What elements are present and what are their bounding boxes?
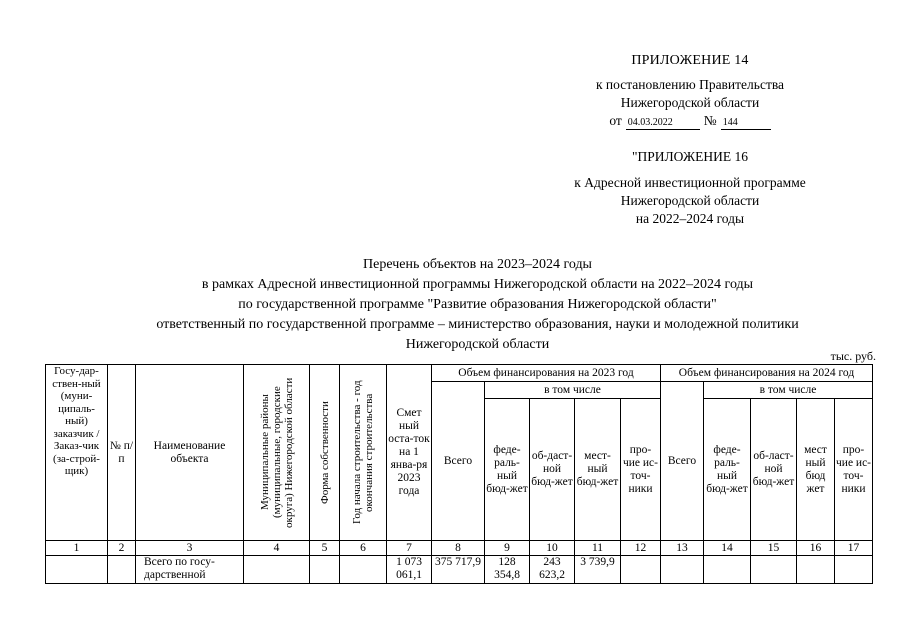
col-num: 3 bbox=[136, 541, 244, 556]
cell-total-2024 bbox=[661, 556, 704, 584]
cell-local-2023: 3 739,9 bbox=[575, 556, 621, 584]
header-municipality bbox=[244, 365, 310, 541]
col-num: 17 bbox=[835, 541, 873, 556]
header-object-name: Наименование объекта bbox=[136, 365, 244, 541]
header-ownership-text: Форма собственности bbox=[318, 401, 331, 504]
col-num: 9 bbox=[485, 541, 530, 556]
header-total-2024: Всего bbox=[661, 382, 704, 541]
ref-appendix-line1: к Адресной инвестиционной программе bbox=[574, 175, 806, 190]
column-number-row bbox=[46, 541, 873, 556]
header-incl-2024: в том числе bbox=[704, 382, 873, 399]
col-num: 14 bbox=[704, 541, 751, 556]
col-num: 13 bbox=[661, 541, 704, 556]
col-num: 12 bbox=[621, 541, 661, 556]
cell-customer bbox=[46, 556, 108, 584]
col-num: 10 bbox=[530, 541, 575, 556]
cell-regional-2024 bbox=[751, 556, 797, 584]
col-num: 7 bbox=[387, 541, 432, 556]
appendix-date-line bbox=[560, 112, 820, 130]
referenced-appendix-block bbox=[540, 148, 840, 228]
header-estimate-balance: Смет ный оста-ток на 1 янва-ря 2023 года bbox=[387, 365, 432, 541]
col-num: 11 bbox=[575, 541, 621, 556]
document-heading bbox=[60, 255, 895, 355]
header-federal-2023: феде-раль-ный бюд-жет bbox=[485, 399, 530, 541]
header-customer: Госу-дар-ствен-ный (муни-ципаль-ный) заказчик / Заказ-чик (за-строй-щик) bbox=[46, 365, 108, 541]
heading-line5: Нижегородской области bbox=[405, 337, 550, 352]
cell-regional-2023: 243 623,2 bbox=[530, 556, 575, 584]
cell-local-2024 bbox=[797, 556, 835, 584]
appendix-line1: к постановлению Правительства bbox=[595, 77, 785, 92]
number-label: № bbox=[703, 113, 717, 128]
header-regional-2024: об-ласт-ной бюд-жет bbox=[751, 399, 797, 541]
cell-other-2024 bbox=[835, 556, 873, 584]
header-other-2024: про-чие ис-точ-ники bbox=[835, 399, 873, 541]
cell-ownership bbox=[310, 556, 340, 584]
header-local-2024: мест ный бюд жет bbox=[797, 399, 835, 541]
header-incl-2023: в том числе bbox=[485, 382, 661, 399]
ref-appendix-title: "ПРИЛОЖЕНИЕ 16 bbox=[631, 149, 749, 164]
appendix-line2: Нижегородской области bbox=[620, 95, 760, 110]
cell-number bbox=[108, 556, 136, 584]
header-regional-2023: об-даст-ной бюд-жет bbox=[530, 399, 575, 541]
header-federal-2024: феде-раль-ный бюд-жет bbox=[704, 399, 751, 541]
header-construction-years-text: Год начала строительства - год окончания строительства bbox=[351, 380, 375, 525]
cell-federal-2023: 128 354,8 bbox=[485, 556, 530, 584]
heading-line2: в рамках Адресной инвестиционной программы Нижегородской области на 2022–2024 годы bbox=[201, 277, 754, 292]
header-municipality-text: Муниципальные районы (муниципальные, городские округа) Нижегородской области bbox=[258, 377, 295, 528]
table-row bbox=[46, 556, 873, 584]
cell-estimate-balance: 1 073 061,1 bbox=[387, 556, 432, 584]
heading-line4: ответственный по государственной программе – министерство образования, науки и молодежной политики bbox=[156, 317, 799, 332]
cell-object-name: Всего по госу-дарственной bbox=[136, 556, 244, 584]
cell-municipality bbox=[244, 556, 310, 584]
heading-line1: Перечень объектов на 2023–2024 годы bbox=[363, 257, 592, 272]
header-total-2023: Всего bbox=[432, 382, 485, 541]
cell-years bbox=[340, 556, 387, 584]
col-num: 2 bbox=[108, 541, 136, 556]
header-funding-2024: Объем финансирования на 2024 год bbox=[661, 365, 873, 382]
col-num: 5 bbox=[310, 541, 340, 556]
header-local-2023: мест-ный бюд-жет bbox=[575, 399, 621, 541]
col-num: 1 bbox=[46, 541, 108, 556]
ref-appendix-line2: Нижегородской области bbox=[620, 193, 760, 208]
number-field: 144 bbox=[721, 117, 771, 130]
col-num: 6 bbox=[340, 541, 387, 556]
cell-other-2023 bbox=[621, 556, 661, 584]
appendix-title: ПРИЛОЖЕНИЕ 14 bbox=[631, 53, 749, 68]
objects-table bbox=[45, 364, 873, 584]
ref-appendix-line3: на 2022–2024 годы bbox=[635, 211, 745, 226]
appendix-block bbox=[560, 52, 820, 130]
cell-total-2023: 375 717,9 bbox=[432, 556, 485, 584]
col-num: 4 bbox=[244, 541, 310, 556]
header-number: № п/п bbox=[108, 365, 136, 541]
header-ownership bbox=[310, 365, 340, 541]
cell-federal-2024 bbox=[704, 556, 751, 584]
col-num: 15 bbox=[751, 541, 797, 556]
from-label: от bbox=[609, 113, 622, 128]
header-other-2023: про-чие ис-точ-ники bbox=[621, 399, 661, 541]
col-num: 16 bbox=[797, 541, 835, 556]
header-funding-2023: Объем финансирования на 2023 год bbox=[432, 365, 661, 382]
col-num: 8 bbox=[432, 541, 485, 556]
date-field: 04.03.2022 bbox=[626, 117, 700, 130]
unit-label: тыс. руб. bbox=[830, 349, 876, 363]
header-construction-years bbox=[340, 365, 387, 541]
heading-line3: по государственной программе "Развитие образования Нижегородской области" bbox=[238, 297, 717, 312]
